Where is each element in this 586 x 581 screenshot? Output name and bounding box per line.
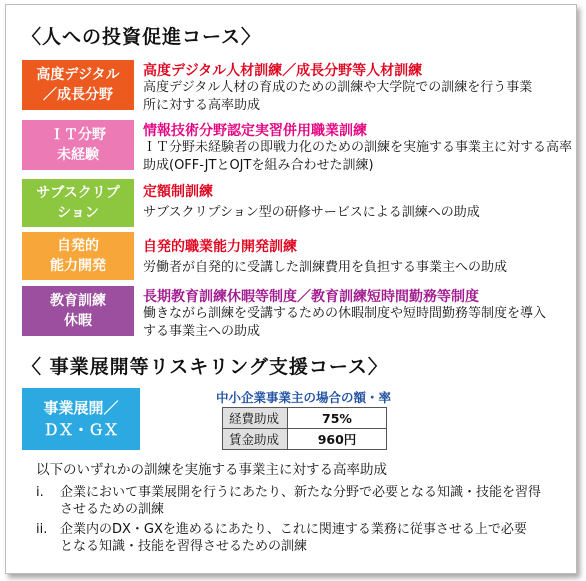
badge-line: 能力開発 bbox=[50, 258, 106, 274]
rate-value: 75% bbox=[288, 408, 387, 429]
badge-line: ／成長分野 bbox=[43, 87, 113, 103]
badge-line: 教育訓練 bbox=[50, 293, 106, 309]
badge-line: ＤＸ・ＧＸ bbox=[43, 421, 119, 439]
badge-line: 未経験 bbox=[57, 147, 99, 163]
badge-line: ション bbox=[57, 205, 99, 221]
item-title: 情報技術分野認定実習併用職業訓練 bbox=[143, 123, 367, 139]
list-marker: i. bbox=[36, 485, 44, 500]
item-description: 高度デジタル人材の育成のための訓練や大学院での訓練を行う事業所に対する高率助成 bbox=[143, 80, 533, 113]
list-item-text: となる知識・技能を習得させるための訓練 bbox=[60, 539, 308, 554]
badge-line: 自発的 bbox=[57, 238, 99, 254]
table-row bbox=[223, 408, 387, 429]
item-description: ＩＴ分野未経験者の即戦力化のための訓練を実施する事業主に対する高率助成(OFF-JTとOJTを組み合わせた訓練) bbox=[143, 140, 573, 173]
intro-text: 以下のいずれかの訓練を実施する事業主に対する高率助成 bbox=[36, 462, 387, 478]
item-description: サブスクリプション型の研修サービスによる訓練への助成 bbox=[143, 205, 480, 220]
item-title: 定額制訓練 bbox=[143, 184, 213, 200]
rate-label: 経費助成 bbox=[223, 408, 288, 429]
badge-line: 高度デジタル bbox=[36, 67, 120, 83]
rates-title: 中小企業事業主の場合の額・率 bbox=[216, 390, 392, 405]
badge-voluntary-development bbox=[22, 232, 134, 280]
section-title-human-investment: 〈人への投資促進コース〉 bbox=[22, 26, 262, 48]
badge-advanced-digital bbox=[22, 60, 134, 110]
badge-line: サブスクリプ bbox=[36, 185, 120, 201]
item-title: 長期教育訓練休暇等制度／教育訓練短時間勤務等制度 bbox=[143, 289, 479, 305]
badge-dx-gx bbox=[22, 388, 140, 450]
item-title: 高度デジタル人材訓練／成長分野等人材訓練 bbox=[143, 63, 423, 79]
rate-label: 賃金助成 bbox=[223, 429, 288, 450]
badge-education-leave bbox=[22, 286, 134, 336]
badge-it-inexperienced bbox=[22, 120, 134, 170]
list-item-text: 企業において事業展開を行うにあたり、新たな分野で必要となる知識・技能を習得 bbox=[60, 485, 542, 500]
item-description: 働きながら訓練を受講するための休暇制度や短時間勤務等制度を導入する事業主への助成 bbox=[143, 306, 547, 339]
badge-line: ＩＴ分野 bbox=[50, 127, 106, 143]
table-row bbox=[223, 429, 387, 450]
badge-line: 休暇 bbox=[64, 313, 92, 329]
list-marker: ii. bbox=[36, 522, 48, 537]
item-title: 自発的職業能力開発訓練 bbox=[143, 239, 297, 255]
list-item-text: 企業内のDX・GXを進めるにあたり、これに関連する業務に従事させる上で必要 bbox=[60, 522, 527, 537]
item-description: 労働者が自発的に受講した訓練費用を負担する事業主への助成 bbox=[143, 260, 508, 275]
badge-line: 事業展開／ bbox=[43, 399, 119, 417]
list-item-text: させるための訓練 bbox=[60, 502, 165, 517]
section-title-reskilling: 〈 事業展開等リスキリング支援コース〉 bbox=[22, 356, 388, 378]
rates-table bbox=[222, 407, 387, 450]
rate-value: 960円 bbox=[288, 429, 387, 450]
badge-subscription bbox=[22, 179, 134, 227]
